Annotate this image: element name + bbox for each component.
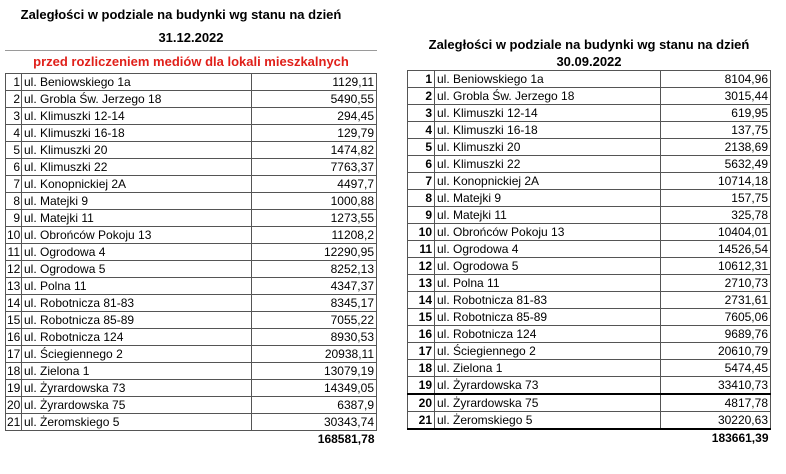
address-cell[interactable]: ul. Matejki 9 — [435, 190, 661, 207]
amount-cell[interactable]: 8930,53 — [252, 329, 377, 346]
left-table — [5, 73, 377, 447]
address-cell[interactable]: ul. Matejki 11 — [22, 210, 252, 227]
table-row — [6, 414, 377, 431]
address-cell[interactable]: ul. Żyrardowska 73 — [435, 377, 661, 395]
table-row — [6, 346, 377, 363]
row-number[interactable]: 3 — [408, 105, 435, 122]
table-row — [6, 244, 377, 261]
row-number[interactable]: 13 — [408, 275, 435, 292]
amount-cell[interactable]: 20610,79 — [661, 343, 771, 360]
table-row — [6, 397, 377, 414]
row-number[interactable]: 16 — [408, 326, 435, 343]
amount-cell[interactable]: 33410,73 — [661, 377, 771, 395]
amount-cell[interactable]: 2710,73 — [661, 275, 771, 292]
table-row — [408, 88, 771, 105]
right-table — [407, 70, 771, 446]
left-title: Zaległości w podziale na budynki wg stanu na dzień — [20, 7, 342, 22]
right-date: 30.09.2022 — [556, 54, 622, 69]
address-cell[interactable]: ul. Żyrardowska 75 — [435, 394, 661, 412]
row-number[interactable]: 6 — [6, 159, 22, 176]
address-cell[interactable]: ul. Konopnickiej 2A — [435, 173, 661, 190]
address-cell[interactable]: ul. Ogrodowa 4 — [22, 244, 252, 261]
row-number[interactable]: 2 — [408, 88, 435, 105]
address-cell[interactable]: ul. Żeromskiego 5 — [22, 414, 252, 431]
row-number[interactable]: 21 — [7, 415, 21, 429]
table-row — [6, 227, 377, 244]
amount-cell[interactable]: 10404,01 — [661, 224, 771, 241]
address-cell[interactable]: ul. Matejki 9 — [22, 193, 252, 210]
address-cell[interactable]: ul. Polna 11 — [435, 275, 661, 292]
amount-cell[interactable]: 137,75 — [661, 122, 771, 139]
address-cell[interactable]: ul. Ściegiennego 2 — [22, 346, 252, 363]
amount-cell[interactable]: 1129,11 — [252, 74, 377, 91]
address-cell[interactable]: ul. Ogrodowa 5 — [435, 258, 661, 275]
amount-cell[interactable]: 8252,13 — [252, 261, 377, 278]
amount-cell[interactable]: 10612,31 — [661, 258, 771, 275]
amount-cell[interactable]: 13079,19 — [252, 363, 377, 380]
address-cell[interactable]: ul. Klimuszki 22 — [22, 159, 252, 176]
table-row — [408, 326, 771, 343]
address-cell[interactable]: ul. Żyrardowska 75 — [22, 397, 252, 414]
right-total-row — [408, 429, 771, 446]
table-row — [6, 295, 377, 312]
table-row — [408, 105, 771, 122]
table-row — [408, 377, 771, 395]
table-row — [408, 343, 771, 360]
address-cell[interactable]: ul. Obrońców Pokoju 13 — [435, 224, 661, 241]
table-row — [6, 108, 377, 125]
table-row — [408, 292, 771, 309]
table-row — [408, 156, 771, 173]
row-number[interactable]: 18 — [408, 360, 435, 377]
row-number[interactable]: 11 — [6, 244, 22, 261]
amount-cell[interactable]: 30343,74 — [252, 414, 377, 431]
table-row — [6, 176, 377, 193]
amount-cell[interactable]: 1000,88 — [252, 193, 377, 210]
address-cell[interactable]: ul. Robotnicza 81-83 — [435, 292, 661, 309]
row-number[interactable]: 20 — [408, 394, 435, 412]
table-row — [408, 207, 771, 224]
row-number[interactable]: 2 — [6, 91, 22, 108]
row-number[interactable]: 19 — [408, 377, 435, 395]
address-cell[interactable]: ul. Klimuszki 12-14 — [435, 105, 661, 122]
row-number[interactable]: 9 — [408, 207, 435, 224]
table-row — [408, 71, 771, 88]
amount-cell[interactable]: 3015,44 — [661, 88, 771, 105]
table-row — [408, 173, 771, 190]
right-total[interactable]: 183661,39 — [711, 431, 769, 445]
row-number[interactable]: 1 — [408, 71, 435, 88]
amount-cell[interactable]: 11208,2 — [252, 227, 377, 244]
address-cell[interactable]: ul. Grobla Św. Jerzego 18 — [22, 91, 252, 108]
address-cell[interactable]: ul. Robotnicza 85-89 — [435, 309, 661, 326]
table-row — [6, 329, 377, 346]
row-number[interactable]: 7 — [6, 176, 22, 193]
address-cell[interactable]: ul. Beniowskiego 1a — [22, 74, 252, 91]
row-number[interactable]: 5 — [6, 142, 22, 159]
amount-cell[interactable]: 2731,61 — [661, 292, 771, 309]
amount-cell[interactable]: 7763,37 — [252, 159, 377, 176]
table-row — [6, 125, 377, 142]
table-row — [6, 74, 377, 91]
row-number[interactable]: 18 — [7, 364, 21, 378]
left-sheet — [5, 4, 377, 447]
address-cell[interactable]: ul. Beniowskiego 1a — [435, 71, 661, 88]
address-cell[interactable]: ul. Obrońców Pokoju 13 — [22, 227, 252, 244]
row-number[interactable]: 4 — [408, 122, 435, 139]
table-row — [408, 360, 771, 377]
amount-cell[interactable]: 8345,17 — [252, 295, 377, 312]
address-cell[interactable]: ul. Żeromskiego 5 — [435, 412, 661, 430]
table-row — [408, 412, 771, 430]
amount-cell[interactable]: 7055,22 — [252, 312, 377, 329]
row-number[interactable]: 15 — [408, 309, 435, 326]
row-number[interactable]: 7 — [408, 173, 435, 190]
amount-cell[interactable]: 30220,63 — [661, 412, 771, 430]
amount-cell[interactable]: 1474,82 — [252, 142, 377, 159]
address-cell[interactable]: ul. Ogrodowa 5 — [22, 261, 252, 278]
row-number[interactable]: 21 — [408, 412, 435, 430]
address-cell[interactable]: ul. Zielona 1 — [22, 363, 252, 380]
amount-cell[interactable]: 619,95 — [661, 105, 771, 122]
row-number[interactable]: 20 — [7, 398, 21, 412]
left-total[interactable]: 168581,78 — [317, 432, 375, 446]
row-number[interactable]: 11 — [408, 241, 435, 258]
table-row — [408, 394, 771, 412]
right-sheet — [407, 36, 771, 446]
address-cell[interactable]: ul. Grobla Św. Jerzego 18 — [435, 88, 661, 105]
table-row — [6, 363, 377, 380]
table-row — [408, 258, 771, 275]
table-row — [408, 241, 771, 258]
amount-cell[interactable]: 12290,95 — [252, 244, 377, 261]
amount-cell[interactable]: 8104,96 — [661, 71, 771, 88]
table-row — [6, 193, 377, 210]
address-cell[interactable]: ul. Zielona 1 — [435, 360, 661, 377]
amount-cell[interactable]: 6387,9 — [252, 397, 377, 414]
row-number[interactable]: 15 — [7, 313, 21, 327]
left-date: 31.12.2022 — [5, 26, 377, 51]
address-cell[interactable]: ul. Klimuszki 16-18 — [435, 122, 661, 139]
address-cell[interactable]: ul. Żyrardowska 73 — [22, 380, 252, 397]
row-number[interactable]: 14 — [408, 292, 435, 309]
amount-cell[interactable]: 14526,54 — [661, 241, 771, 258]
row-number[interactable]: 12 — [408, 258, 435, 275]
address-cell[interactable]: ul. Polna 11 — [22, 278, 252, 295]
amount-cell[interactable]: 157,75 — [661, 190, 771, 207]
amount-cell[interactable]: 14349,05 — [252, 380, 377, 397]
address-cell[interactable]: ul. Konopnickiej 2A — [22, 176, 252, 193]
left-note: przed rozliczeniem mediów dla lokali mieszkalnych — [33, 54, 349, 69]
amount-cell[interactable]: 5632,49 — [661, 156, 771, 173]
row-number[interactable]: 19 — [7, 381, 21, 395]
row-number[interactable]: 10 — [408, 224, 435, 241]
address-cell[interactable]: ul. Robotnicza 85-89 — [22, 312, 252, 329]
row-number[interactable]: 8 — [408, 190, 435, 207]
table-row — [6, 278, 377, 295]
row-number[interactable]: 12 — [7, 262, 21, 276]
address-cell[interactable]: ul. Klimuszki 20 — [435, 139, 661, 156]
row-number[interactable]: 17 — [7, 347, 21, 361]
table-row — [408, 190, 771, 207]
amount-cell[interactable]: 325,78 — [661, 207, 771, 224]
address-cell[interactable]: ul. Ściegiennego 2 — [435, 343, 661, 360]
row-number[interactable]: 3 — [6, 108, 22, 125]
right-title: Zaległości w podziale na budynki wg stanu na dzień — [428, 37, 750, 52]
address-cell[interactable]: ul. Klimuszki 12-14 — [22, 108, 252, 125]
table-row — [408, 224, 771, 241]
address-cell[interactable]: ul. Ogrodowa 4 — [435, 241, 661, 258]
table-row — [408, 139, 771, 156]
amount-cell[interactable]: 4347,37 — [252, 278, 377, 295]
address-cell[interactable]: ul. Klimuszki 22 — [435, 156, 661, 173]
table-row — [6, 142, 377, 159]
address-cell[interactable]: ul. Robotnicza 124 — [22, 329, 252, 346]
amount-cell[interactable]: 4817,78 — [661, 394, 771, 412]
amount-cell[interactable]: 2138,69 — [661, 139, 771, 156]
row-number[interactable]: 4 — [6, 125, 22, 142]
row-number[interactable]: 1 — [6, 74, 22, 91]
table-row — [408, 275, 771, 292]
address-cell[interactable]: ul. Matejki 11 — [435, 207, 661, 224]
amount-cell[interactable]: 4497,7 — [252, 176, 377, 193]
amount-cell[interactable]: 1273,55 — [252, 210, 377, 227]
table-row — [6, 210, 377, 227]
table-row — [408, 122, 771, 139]
amount-cell[interactable]: 129,79 — [252, 125, 377, 142]
table-row — [6, 159, 377, 176]
row-number[interactable]: 8 — [6, 193, 22, 210]
amount-cell[interactable]: 10714,18 — [661, 173, 771, 190]
table-row — [408, 309, 771, 326]
amount-cell[interactable]: 7605,06 — [661, 309, 771, 326]
amount-cell[interactable]: 294,45 — [252, 108, 377, 125]
table-row — [6, 91, 377, 108]
table-row — [6, 380, 377, 397]
amount-cell[interactable]: 20938,11 — [252, 346, 377, 363]
table-row — [6, 261, 377, 278]
row-number[interactable]: 6 — [408, 156, 435, 173]
amount-cell[interactable]: 9689,76 — [661, 326, 771, 343]
amount-cell[interactable]: 5474,45 — [661, 360, 771, 377]
left-total-row — [6, 431, 377, 448]
row-number[interactable]: 5 — [408, 139, 435, 156]
row-number[interactable]: 17 — [408, 343, 435, 360]
amount-cell[interactable]: 5490,55 — [252, 91, 377, 108]
address-cell[interactable]: ul. Robotnicza 124 — [435, 326, 661, 343]
address-cell[interactable]: ul. Robotnicza 81-83 — [22, 295, 252, 312]
address-cell[interactable]: ul. Klimuszki 16-18 — [22, 125, 252, 142]
row-number[interactable]: 13 — [7, 279, 21, 293]
row-number[interactable]: 9 — [6, 210, 22, 227]
address-cell[interactable]: ul. Klimuszki 20 — [22, 142, 252, 159]
row-number[interactable]: 14 — [7, 296, 21, 310]
row-number[interactable]: 16 — [7, 330, 21, 344]
row-number[interactable]: 10 — [7, 228, 21, 242]
table-row — [6, 312, 377, 329]
